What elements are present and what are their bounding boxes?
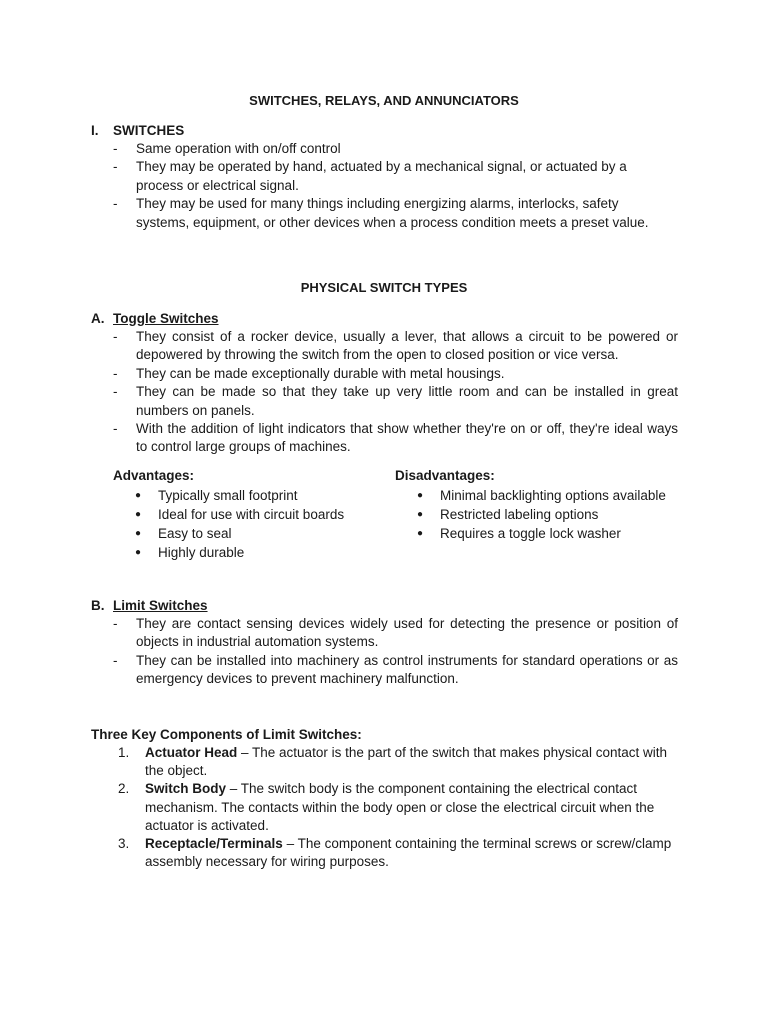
list-item: - Same operation with on/off control [113, 141, 341, 156]
list-item: ● Restricted labeling options [417, 507, 599, 522]
list-item [118, 744, 678, 780]
list-number: 2. [118, 781, 130, 797]
list-item-text: Easy to seal [158, 526, 232, 541]
list-item-text: They may be used for many things including energizing alarms, interlocks, safety systems, equipment, or other devices when a process condition meets a preset value. [136, 196, 649, 230]
list-item: - They can be installed into machinery as control instruments for standard operations or as emergency devices to prevent machinery malfunction. [113, 652, 678, 687]
list-item-text: They can be installed into machinery as control instruments for standard operations or as emergency devices to prevent machinery malfunction. [136, 652, 678, 687]
list-item: - They consist of a rocker device, usually a lever, that allows a circuit to be powered or depowered by throwing the switch from the open to closed position or vice versa. [113, 329, 678, 363]
component-description: – The component containing the terminal screws or screw/clamp assembly necessary for wiring purposes. [145, 836, 672, 870]
subsection-letter: A. [91, 311, 105, 326]
list-item-text: They may be operated by hand, actuated by a mechanical signal, or actuated by a process or electrical signal. [136, 159, 627, 193]
list-item: ● Ideal for use with circuit boards [135, 507, 345, 522]
advantages-label: Advantages: [113, 468, 195, 483]
list-item: ● Minimal backlighting options available [417, 488, 666, 503]
advantages-list [135, 486, 375, 562]
list-item-text: They consist of a rocker device, usually a lever, that allows a circuit to be powered or depowered by throwing the switch from the open to closed position or vice versa. [136, 329, 678, 363]
list-item: - They may be used for many things including energizing alarms, interlocks, safety systems, equipment, or other devices when a process condition meets a preset value. [113, 196, 649, 230]
list-item [118, 835, 678, 871]
list-item-text: Minimal backlighting options available [440, 488, 666, 503]
list-item: ● Requires a toggle lock washer [417, 526, 621, 541]
list-item-text: They can be made exceptionally durable with metal housings. [136, 365, 505, 381]
list-item-text: With the addition of light indicators that show whether they're on or off, they're ideal ways to control large groups of machines. [136, 421, 678, 455]
component-description: – The actuator is the part of the switch that makes physical contact with the object. [145, 745, 667, 779]
list-item-text: Restricted labeling options [440, 507, 599, 522]
section-numeral: I. [91, 123, 99, 138]
list-number: 1. [118, 745, 130, 760]
list-item: - They are contact sensing devices widely used for detecting the presence or position of objects in industrial automation systems. [113, 616, 678, 650]
list-item: ● Highly durable [135, 545, 245, 560]
components-heading: Three Key Components of Limit Switches: [91, 727, 362, 742]
component-term: Receptacle/Terminals [145, 836, 283, 852]
list-item-text: Highly durable [158, 545, 245, 560]
limit-switches-heading: Limit Switches [113, 598, 208, 613]
list-item: - They can be made so that they take up very little room and can be installed in great numbers on panels. [113, 384, 678, 418]
list-item: - They can be made exceptionally durable with metal housings. [113, 365, 505, 381]
list-item-text: Typically small footprint [158, 488, 298, 503]
list-item: - They may be operated by hand, actuated by a mechanical signal, or actuated by a process or electrical signal. [113, 159, 627, 193]
list-item-text: They can be made so that they take up very little room and can be installed in great numbers on panels. [136, 384, 678, 418]
list-item [118, 780, 678, 835]
list-item-text: They are contact sensing devices widely used for detecting the presence or position of objects in industrial automation systems. [136, 616, 678, 650]
list-item: ● Easy to seal [135, 526, 232, 541]
list-item-text: Requires a toggle lock washer [440, 526, 621, 541]
disadvantages-list [417, 486, 707, 543]
physical-switch-types-heading: PHYSICAL SWITCH TYPES [300, 280, 468, 295]
list-number: 3. [118, 836, 130, 852]
subsection-letter: B. [91, 598, 105, 613]
list-item-text: Ideal for use with circuit boards [158, 507, 345, 522]
components-list [118, 744, 678, 871]
disadvantages-label: Disadvantages: [395, 468, 495, 483]
limit-list [113, 615, 678, 689]
toggle-list [113, 328, 678, 457]
toggle-switches-heading: Toggle Switches [113, 311, 219, 326]
component-term: Actuator Head [145, 745, 238, 760]
section-heading-switches: SWITCHES [113, 123, 185, 138]
list-item-text: Same operation with on/off control [136, 141, 341, 156]
component-term: Switch Body [145, 781, 227, 797]
list-item: ● Typically small footprint [135, 488, 298, 503]
component-description: – The switch body is the component containing the electrical contact mechanism. The contacts within the body open or close the electrical circuit when the actuator is activated. [145, 781, 655, 833]
switches-list [113, 140, 668, 232]
document-title: SWITCHES, RELAYS, AND ANNUNCIATORS [249, 93, 519, 108]
list-item: - With the addition of light indicators that show whether they're on or off, they're ideal ways to control large groups of machines. [113, 421, 678, 455]
